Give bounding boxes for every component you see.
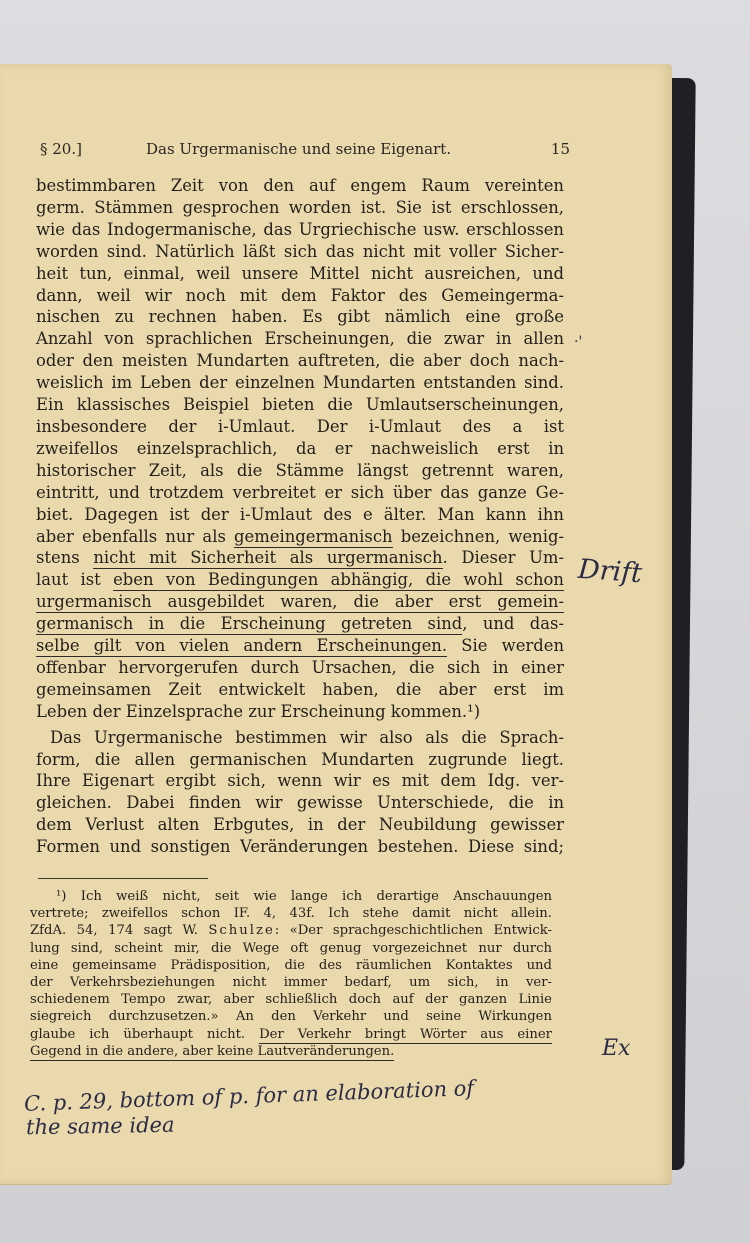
- text-segment: stens: [36, 548, 94, 568]
- handwritten-bottom-note: the same idea: [25, 1112, 175, 1140]
- text-line: Ein klassisches Beispiel bieten die Umlautserscheinungen,: [36, 395, 564, 415]
- text-line: heit tun, einmal, weil unsere Mittel nicht ausreichen, und: [36, 263, 564, 283]
- text-line: dann, weil wir noch mit dem Faktor des Gemeingerma-: [36, 285, 564, 305]
- section-marker: § 20.]: [40, 140, 82, 158]
- text-line: nischen zu rechnen haben. Es gibt nämlich eine große: [36, 307, 564, 327]
- underlined-passage: Der Verkehr bringt Wörter aus einer: [259, 1026, 552, 1042]
- text-segment: laut ist: [36, 570, 114, 590]
- footnote-line: ¹) Ich weiß nicht, seit wie lange ich derartige Anschauungen: [56, 889, 552, 904]
- footnote-line: siegreich durchzusetzen.» An den Verkehr und seine Wirkungen: [30, 1009, 552, 1025]
- text-line: wie das Indogermanische, das Urgriechische usw. erschlossen: [36, 219, 564, 239]
- text-line: Leben der Einzelsprache zur Erscheinung kommen.¹): [36, 701, 481, 721]
- text-segment: bezeichnen, wenig-: [392, 526, 564, 546]
- text-segment: glaube ich überhaupt nicht.: [30, 1026, 260, 1042]
- text-segment: aber ebenfalls nur als: [36, 526, 235, 546]
- text-line: gleichen. Dabei finden wir gewisse Unterschiede, die in: [36, 793, 564, 813]
- text-line: [36, 569, 564, 591]
- underlined-passage: eben von Bedingungen abhängig, die wohl schon: [113, 570, 564, 590]
- footnote-line: der Verkehrsbeziehungen nicht immer bedarf, um sich, in ver-: [30, 975, 552, 991]
- text-line: [36, 613, 564, 635]
- footnote-line: eine gemeinsame Prädisposition, die des räumlichen Kontaktes und: [30, 957, 552, 973]
- text-line: germ. Stämmen gesprochen worden ist. Sie ist erschlossen,: [36, 197, 564, 217]
- text-line: [36, 547, 564, 569]
- text-line: eintritt, und trotzdem verbreitet er sich über das ganze Ge-: [36, 482, 564, 502]
- text-line: Formen und sonstigen Veränderungen bestehen. Diese sind;: [36, 837, 564, 857]
- body-text: [36, 175, 564, 858]
- text-segment: : «Der sprachgeschichtlichen Entwick-: [274, 923, 552, 939]
- text-line: gemeinsamen Zeit entwickelt haben, die aber erst im: [36, 679, 564, 699]
- margin-tick-mark: ·': [574, 334, 583, 350]
- underlined-passage: germanisch in die Erscheinung getreten sind: [36, 614, 463, 634]
- text-line: Das Urgermanische bestimmen wir also als die Sprach-: [50, 727, 564, 747]
- text-line: oder den meisten Mundarten auftreten, die aber doch nach-: [36, 351, 564, 371]
- footnote: [30, 888, 552, 1060]
- footnote-rule: [38, 878, 208, 879]
- footnote-line: schiedenem Tempo zwar, aber schließlich doch auf der ganzen Linie: [30, 992, 552, 1008]
- footnote-line: lung sind, scheint mir, die Wege oft genug vorgezeichnet nur durch: [30, 940, 552, 956]
- handwritten-margin-note: Drift: [576, 553, 644, 590]
- text-line: weislich im Leben der einzelnen Mundarten entstanden sind.: [36, 373, 564, 393]
- text-line: [36, 635, 564, 657]
- running-head: [40, 140, 570, 164]
- text-line: bestimmbaren Zeit von den auf engem Raum vereinten: [36, 176, 564, 195]
- underlined-passage: nicht mit Sicherheit als urgermanisch: [93, 548, 443, 568]
- text-line: form, die allen germanischen Mundarten zugrunde liegt.: [36, 749, 564, 769]
- page-number: 15: [550, 140, 570, 158]
- text-line: historischer Zeit, als die Stämme längst getrennt waren,: [36, 460, 564, 480]
- underlined-passage: Gegend in die andere, aber keine Lautveränderungen.: [30, 1043, 395, 1059]
- footnote-line: [30, 1026, 552, 1043]
- author-name: Schulze: [208, 923, 275, 939]
- text-segment: . Dieser Um-: [442, 548, 564, 568]
- underlined-passage: urgermanisch ausgebildet waren, die aber erst gemein-: [36, 592, 564, 612]
- text-line: Ihre Eigenart ergibt sich, wenn wir es mit dem Idg. ver-: [36, 771, 564, 791]
- text-line: offenbar hervorgerufen durch Ursachen, die sich in einer: [36, 657, 564, 677]
- text-line: zweifellos einzelsprachlich, da er nachweislich erst in: [36, 438, 564, 458]
- running-title: Das Urgermanische und seine Eigenart.: [146, 140, 452, 158]
- text-line: insbesondere der i-Umlaut. Der i-Umlaut des a ist: [36, 416, 564, 436]
- text-line: dem Verlust alten Erbgutes, in der Neubildung gewisser: [36, 815, 564, 835]
- text-line: [36, 591, 564, 613]
- footnote-line: [30, 922, 552, 939]
- text-line: biet. Dagegen ist der i-Umlaut des e älter. Man kann ihn: [36, 504, 564, 524]
- handwritten-bottom-note: C. p. 29, bottom of p. for an elaboration of: [23, 1076, 475, 1116]
- text-segment: , und das-: [462, 614, 565, 634]
- underlined-passage: gemeingermanisch: [234, 526, 393, 546]
- text-segment: ZfdA. 54, 174 sagt W.: [30, 923, 209, 939]
- text-segment: Sie werden: [447, 636, 564, 656]
- footnote-line: vertrete; zweifellos schon IF. 4, 43f. Ich stehe damit nicht allein.: [30, 906, 552, 922]
- footnote-line: [30, 1043, 552, 1060]
- underlined-passage: selbe gilt von vielen andern Erscheinungen.: [36, 636, 448, 656]
- text-line: worden sind. Natürlich läßt sich das nicht mit voller Sicher-: [36, 241, 564, 261]
- text-line: [36, 526, 564, 548]
- text-line: Anzahl von sprachlichen Erscheinungen, die zwar in allen: [36, 329, 564, 349]
- handwritten-margin-note-bottom: Ex: [602, 1036, 631, 1061]
